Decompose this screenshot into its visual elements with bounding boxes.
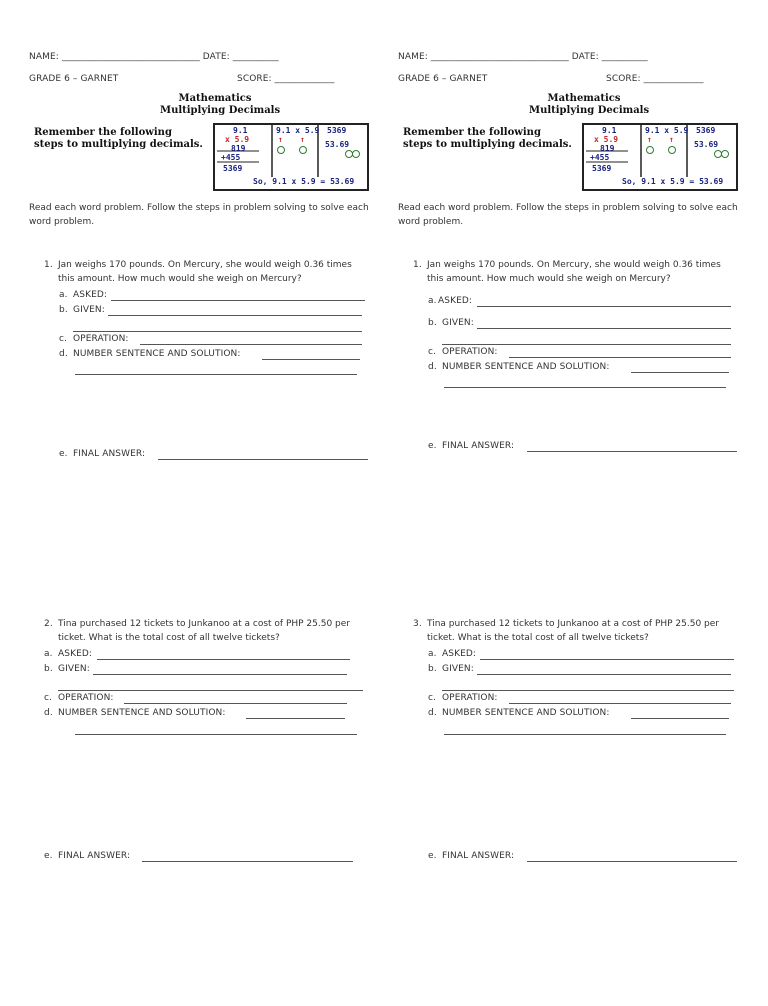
- item-letter: e.: [44, 851, 53, 861]
- final-answer-line[interactable]: [158, 459, 368, 460]
- given-answer-line-2[interactable]: [442, 344, 731, 345]
- arrow-icon: ↑: [300, 135, 305, 144]
- operation-label: OPERATION:: [442, 693, 498, 703]
- arrow-icon: ↑: [647, 135, 652, 144]
- given-answer-line-2[interactable]: [58, 690, 363, 691]
- item-letter: c.: [59, 334, 68, 344]
- given-label: GIVEN:: [442, 664, 474, 674]
- topic-title: Multiplying Decimals: [529, 105, 650, 116]
- problem-text: Tina purchased 12 tickets to Junkanoo at a cost of PHP 25.50 per ticket. What is the total cost of all twelve tickets?: [427, 619, 719, 643]
- item-letter: d.: [428, 362, 437, 372]
- instructions: Read each word problem. Follow the steps in problem solving to solve each word problem.: [398, 203, 738, 227]
- example-decimal-product: 53.69: [694, 140, 719, 149]
- given-answer-line[interactable]: [108, 315, 362, 316]
- example-multiplier: x 5.9: [594, 135, 619, 144]
- problem-number: 2.: [44, 619, 53, 629]
- item-letter: d.: [428, 708, 437, 718]
- operation-answer-line[interactable]: [509, 357, 731, 358]
- asked-answer-line[interactable]: [97, 659, 350, 660]
- example-whole-product: 5369: [327, 126, 347, 135]
- item-letter: d.: [59, 349, 68, 359]
- remember-text: Remember the following steps to multiplying decimals.: [403, 127, 572, 150]
- example-multiplier: x 5.9: [225, 135, 250, 144]
- number-sentence-answer-line-2[interactable]: [75, 734, 357, 735]
- asked-label: ASKED:: [438, 296, 473, 306]
- item-letter: d.: [44, 708, 53, 718]
- example-partial-1: 819: [231, 144, 246, 153]
- number-sentence-answer-line-2[interactable]: [444, 734, 726, 735]
- score-line: SCORE: _____________: [606, 74, 704, 84]
- problem-text: Jan weighs 170 pounds. On Mercury, she would weigh 0.36 times this amount. How much would she weigh on Mercury?: [427, 260, 721, 284]
- item-letter: e.: [428, 851, 437, 861]
- asked-answer-line[interactable]: [480, 659, 734, 660]
- given-label: GIVEN:: [442, 318, 474, 328]
- given-label: GIVEN:: [73, 305, 105, 315]
- item-letter: b.: [59, 305, 68, 315]
- arrow-icon: ↑: [278, 135, 283, 144]
- example-decimal-product: 53.69: [325, 140, 350, 149]
- multiplication-example-image: [213, 123, 369, 191]
- example-partial-1: 819: [600, 144, 615, 153]
- number-sentence-label: NUMBER SENTENCE AND SOLUTION:: [442, 708, 610, 718]
- problem-number: 1.: [44, 260, 53, 270]
- example-product: 5369: [223, 164, 243, 173]
- number-sentence-answer-line[interactable]: [631, 372, 729, 373]
- item-letter: a.: [428, 296, 437, 306]
- topic-title: Multiplying Decimals: [160, 105, 281, 116]
- item-letter: b.: [428, 318, 437, 328]
- example-partial-2: +455: [590, 153, 610, 162]
- example-conclusion: So, 9.1 x 5.9 = 53.69: [622, 177, 724, 186]
- number-sentence-answer-line-2[interactable]: [75, 374, 357, 375]
- given-answer-line-2[interactable]: [442, 690, 734, 691]
- example-multiplicand: 9.1: [233, 126, 248, 135]
- given-answer-line[interactable]: [477, 674, 731, 675]
- number-sentence-answer-line[interactable]: [262, 359, 360, 360]
- operation-label: OPERATION:: [73, 334, 129, 344]
- remember-text: Remember the following steps to multiplying decimals.: [34, 127, 203, 150]
- problem-text: Tina purchased 12 tickets to Junkanoo at a cost of PHP 25.50 per ticket. What is the total cost of all twelve tickets?: [58, 619, 350, 643]
- asked-answer-line[interactable]: [477, 306, 731, 307]
- example-multiplicand: 9.1: [602, 126, 617, 135]
- operation-answer-line[interactable]: [140, 344, 362, 345]
- number-sentence-answer-line[interactable]: [631, 718, 729, 719]
- item-letter: c.: [428, 693, 437, 703]
- item-letter: e.: [428, 441, 437, 451]
- grade-label: GRADE 6 – GARNET: [29, 74, 119, 84]
- final-answer-line[interactable]: [142, 861, 353, 862]
- number-sentence-answer-line-2[interactable]: [444, 387, 726, 388]
- example-problem: 9.1 x 5.9: [276, 126, 320, 135]
- operation-answer-line[interactable]: [124, 703, 347, 704]
- item-letter: c.: [44, 693, 53, 703]
- problem-number: 1.: [413, 260, 422, 270]
- number-sentence-label: NUMBER SENTENCE AND SOLUTION:: [442, 362, 610, 372]
- problem-text: Jan weighs 170 pounds. On Mercury, she would weigh 0.36 times this amount. How much would she weigh on Mercury?: [58, 260, 352, 284]
- subject-title: Mathematics: [547, 93, 621, 104]
- subject-title: Mathematics: [178, 93, 252, 104]
- final-answer-label: FINAL ANSWER:: [58, 851, 131, 861]
- final-answer-label: FINAL ANSWER:: [73, 449, 146, 459]
- asked-label: ASKED:: [73, 290, 108, 300]
- final-answer-line[interactable]: [527, 451, 737, 452]
- worksheet-right: [369, 0, 753, 1006]
- operation-label: OPERATION:: [58, 693, 114, 703]
- name-date-line: NAME: ______________________________ DATE: __________: [29, 52, 279, 62]
- given-answer-line[interactable]: [93, 674, 347, 675]
- final-answer-line[interactable]: [527, 861, 737, 862]
- instructions: Read each word problem. Follow the steps in problem solving to solve each word problem.: [29, 203, 369, 227]
- example-conclusion: So, 9.1 x 5.9 = 53.69: [253, 177, 355, 186]
- item-letter: b.: [44, 664, 53, 674]
- final-answer-label: FINAL ANSWER:: [442, 851, 515, 861]
- item-letter: e.: [59, 449, 68, 459]
- number-sentence-label: NUMBER SENTENCE AND SOLUTION:: [73, 349, 241, 359]
- grade-label: GRADE 6 – GARNET: [398, 74, 488, 84]
- example-whole-product: 5369: [696, 126, 716, 135]
- given-answer-line-2[interactable]: [73, 331, 362, 332]
- example-product: 5369: [592, 164, 612, 173]
- item-letter: b.: [428, 664, 437, 674]
- multiplication-example-image: [582, 123, 738, 191]
- item-letter: c.: [428, 347, 437, 357]
- operation-label: OPERATION:: [442, 347, 498, 357]
- final-answer-label: FINAL ANSWER:: [442, 441, 515, 451]
- example-problem: 9.1 x 5.9: [645, 126, 689, 135]
- number-sentence-answer-line[interactable]: [246, 718, 345, 719]
- asked-answer-line[interactable]: [111, 300, 365, 301]
- number-sentence-label: NUMBER SENTENCE AND SOLUTION:: [58, 708, 226, 718]
- asked-label: ASKED:: [442, 649, 477, 659]
- item-letter: a.: [59, 290, 68, 300]
- asked-label: ASKED:: [58, 649, 93, 659]
- example-partial-2: +455: [221, 153, 241, 162]
- item-letter: a.: [428, 649, 437, 659]
- problem-number: 3.: [413, 619, 422, 629]
- name-date-line: NAME: ______________________________ DATE: __________: [398, 52, 648, 62]
- arrow-icon: ↑: [669, 135, 674, 144]
- operation-answer-line[interactable]: [509, 703, 731, 704]
- item-letter: a.: [44, 649, 53, 659]
- score-line: SCORE: _____________: [237, 74, 335, 84]
- given-answer-line[interactable]: [477, 328, 731, 329]
- given-label: GIVEN:: [58, 664, 90, 674]
